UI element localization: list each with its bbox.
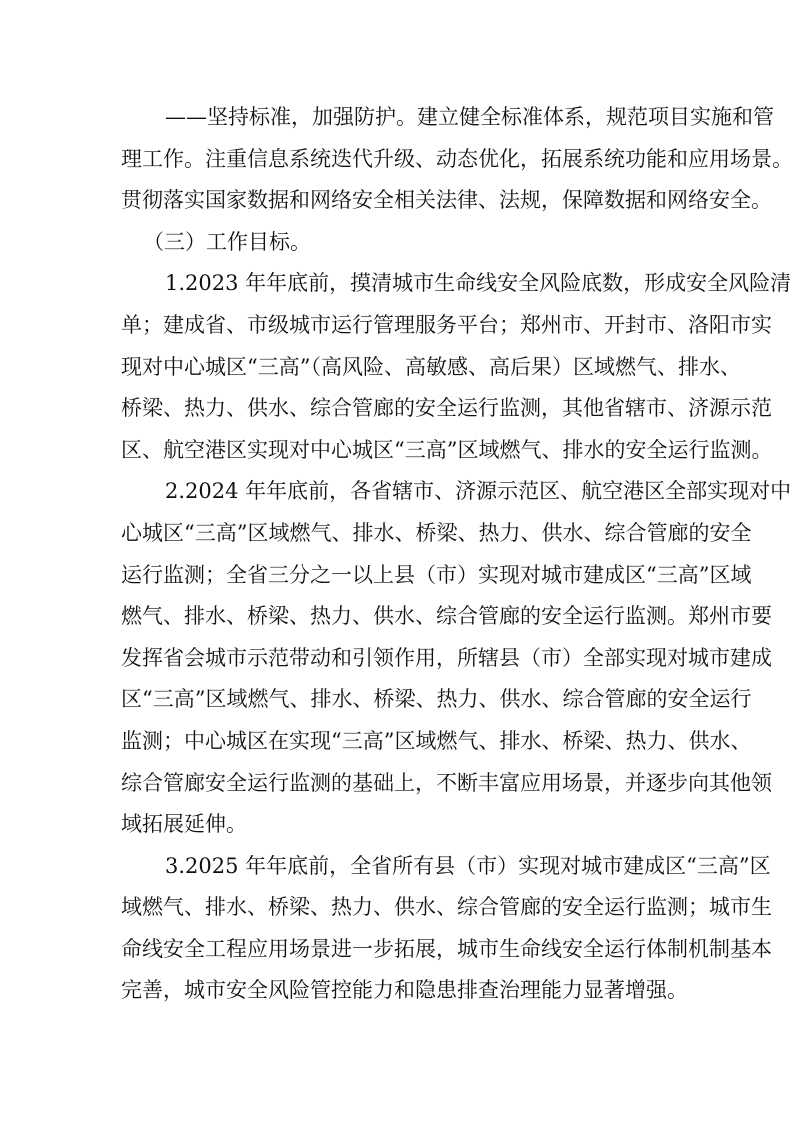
paragraph-principle-standards: [121, 97, 793, 222]
document-page: [121, 97, 793, 1012]
text-line: 区“三高”区域燃气、排水、桥梁、热力、供水、综合管廊的安全运行: [121, 687, 752, 712]
paragraph-goal-2025: [121, 846, 772, 1012]
text-line: 命线安全工程应用场景进一步拓展，城市生命线安全运行体制机制基本: [121, 936, 772, 961]
text-line: 桥梁、热力、供水、综合管廊的安全运行监测，其他省辖市、济源示范: [121, 396, 772, 421]
text-line: 心城区“三高”区域燃气、排水、桥梁、热力、供水、综合管廊的安全: [121, 520, 752, 545]
text-line: 运行监测；全省三分之一以上县（市）实现对城市建成区“三高”区域: [121, 562, 752, 587]
paragraph-goal-2023: [121, 263, 792, 471]
paragraph-goal-2024: [121, 471, 792, 845]
text-line: 发挥省会城市示范带动和引领作用，所辖县（市）全部实现对城市建成: [121, 645, 772, 670]
text-line: 现对中心城区“三高”（高风险、高敏感、高后果）区域燃气、排水、: [121, 354, 741, 379]
text-line: 监测；中心城区在实现“三高”区域燃气、排水、桥梁、热力、供水、: [121, 728, 752, 753]
text-line: 2.2024 年年底前，各省辖市、济源示范区、航空港区全部实现对中: [165, 479, 792, 504]
text-line: 燃气、排水、桥梁、热力、供水、综合管廊的安全运行监测。郑州市要: [121, 604, 772, 629]
text-line: ——坚持标准，加强防护。建立健全标准体系，规范项目实施和管: [165, 105, 774, 129]
text-line: 单；建成省、市级城市运行管理服务平台；郑州市、开封市、洛阳市实: [121, 312, 772, 337]
text-line: 综合管廊安全运行监测的基础上，不断丰富应用场景，并逐步向其他领: [121, 770, 772, 795]
heading-text: （三）工作目标。: [143, 229, 311, 254]
text-line: 理工作。注重信息系统迭代升级、动态优化，拓展系统功能和应用场景。: [121, 146, 793, 171]
text-line: 域燃气、排水、桥梁、热力、供水、综合管廊的安全运行监测；城市生: [121, 895, 772, 920]
text-line: 3.2025 年年底前，全省所有县（市）实现对城市建成区“三高”区: [165, 853, 771, 878]
text-line: 1.2023 年年底前，摸清城市生命线安全风险底数，形成安全风险清: [165, 271, 792, 296]
text-line: 贯彻落实国家数据和网络安全相关法律、法规，保障数据和网络安全。: [121, 188, 772, 213]
section-heading: [121, 222, 674, 264]
text-line: 完善，城市安全风险管控能力和隐患排查治理能力显著增强。: [121, 978, 688, 1003]
text-line: 域拓展延伸。: [121, 812, 247, 837]
text-line: 区、航空港区实现对中心城区“三高”区域燃气、排水的安全运行监测。: [121, 437, 773, 462]
